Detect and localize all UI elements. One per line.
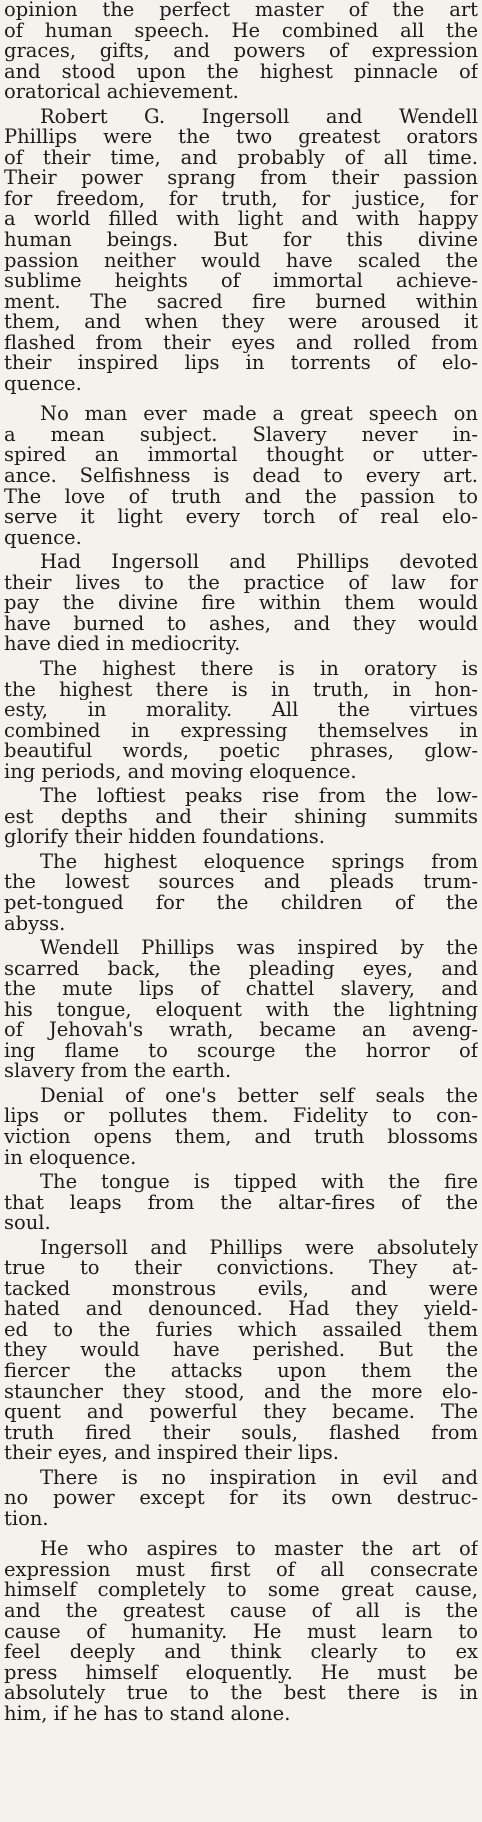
text-line: viction opens them, and truth blossoms (4, 1126, 478, 1148)
text-line: flashed from their eyes and rolled from (4, 332, 478, 354)
text-line: their eyes, and inspired their lips. (4, 1443, 339, 1464)
text-line: slavery from the earth. (4, 1061, 232, 1082)
text-line: Wendell Phillips was inspired by the (40, 938, 478, 959)
text-line: cause of humanity. He must learn to (4, 1621, 478, 1643)
text-line: soul. (4, 1213, 51, 1234)
article-column (2, 0, 480, 1822)
text-line: The tongue is tipped with the fire (40, 1172, 478, 1193)
text-line: The highest eloquence springs from (40, 851, 478, 873)
article-paragraph (4, 938, 478, 1082)
text-line: The highest there is in oratory is (40, 658, 478, 680)
text-line: ment. The sacred fire burned within (4, 291, 478, 313)
text-line: the lowest sources and pleads trum- (4, 872, 478, 893)
text-line: have died in mediocrity. (4, 634, 241, 655)
text-line: for freedom, for truth, for justice, for (4, 188, 478, 210)
article-paragraph (4, 0, 478, 103)
text-line: absolutely true to the best there is in (4, 1683, 478, 1704)
text-line: tacked monstrous evils, and were (4, 1278, 478, 1300)
text-line: est depths and their shining summits (4, 806, 478, 828)
text-line: pay the divine fire within them would (4, 593, 478, 614)
text-line: beautiful words, poetic phrases, glow- (4, 741, 478, 762)
text-line: expression must first of all consecrate (4, 1559, 478, 1581)
text-line: and the greatest cause of all is the (4, 1601, 478, 1622)
text-line: spired an immortal thought or utter- (4, 445, 478, 467)
article-paragraph (4, 404, 478, 548)
text-line: sublime heights of immortal achieve- (4, 271, 478, 292)
text-line: they would have perished. But the (4, 1340, 478, 1361)
text-line: The love of truth and the passion to (4, 486, 478, 508)
text-line: true to their convictions. They at- (4, 1258, 478, 1279)
text-line: of human speech. He combined all the (4, 20, 478, 42)
text-line: their lives to the practice of law for (4, 572, 478, 594)
text-line: quence. (4, 527, 82, 549)
text-line: ing periods, and moving eloquence. (4, 761, 357, 783)
text-line: opinion the perfect master of the art (4, 0, 478, 21)
text-line: that leaps from the altar-fires of the (4, 1192, 478, 1214)
article-paragraph (4, 107, 478, 395)
text-line: The loftiest peaks rise from the low- (40, 786, 478, 807)
text-line: the highest there is in truth, in hon- (4, 679, 478, 701)
text-line: truth fired their souls, flashed from (4, 1422, 478, 1444)
text-line: oratorical achievement. (4, 82, 239, 103)
text-line: no power except for its own destruc- (4, 1488, 478, 1509)
text-line: esty, in morality. All the virtues (4, 700, 478, 721)
text-line: Robert G. Ingersoll and Wendell (40, 106, 478, 128)
article-paragraph (4, 1172, 478, 1234)
text-line: lips or pollutes them. Fidelity to con- (4, 1106, 478, 1127)
article-paragraph (4, 1468, 478, 1530)
text-line: quence. (4, 373, 82, 395)
text-line: serve it light every torch of real elo- (4, 507, 478, 528)
article-paragraph (4, 786, 478, 848)
text-line: feel deeply and think clearly to ex (4, 1642, 478, 1663)
text-line: human beings. But for this divine (4, 230, 478, 251)
text-line: scarred back, the pleading eyes, and (4, 958, 478, 980)
text-line: glorify their hidden foundations. (4, 827, 325, 848)
text-line: him, if he has to stand alone. (4, 1703, 291, 1725)
text-line: them, and when they were aroused it (4, 312, 478, 333)
text-line: ing flame to scourge the horror of (4, 1040, 478, 1062)
text-line: graces, gifts, and powers of expression (4, 41, 478, 62)
text-line: himself completely to some great cause, (4, 1580, 478, 1602)
text-line: and stood upon the highest pinnacle of (4, 61, 478, 83)
text-line: of Jehovah's wrath, became an aveng- (4, 1020, 478, 1041)
text-line: ance. Selfishness is dead to every art. (4, 466, 478, 487)
text-line: fiercer the attacks upon them the (4, 1361, 478, 1382)
article-paragraph (4, 1086, 478, 1168)
text-line: of their time, and probably of all time. (4, 147, 478, 169)
text-line: quent and powerful they became. The (4, 1402, 478, 1423)
text-line: abyss. (4, 913, 66, 935)
text-line: the mute lips of chattel slavery, and (4, 979, 478, 1000)
text-line: There is no inspiration in evil and (40, 1467, 478, 1489)
text-line: hated and denounced. Had they yield- (4, 1299, 478, 1320)
text-line: stauncher they stood, and the more elo- (4, 1381, 478, 1403)
article-paragraph (4, 659, 478, 782)
text-line: in eloquence. (4, 1147, 137, 1169)
article-paragraph (4, 1238, 478, 1464)
article-paragraph (4, 552, 478, 655)
text-line: pet-tongued for the children of the (4, 892, 478, 914)
text-line: their inspired lips in torrents of elo- (4, 353, 478, 374)
text-line: press himself eloquently. He must be (4, 1662, 478, 1684)
text-line: his tongue, eloquent with the lightning (4, 999, 478, 1021)
text-line: Ingersoll and Phillips were absolutely (40, 1237, 478, 1259)
text-line: have burned to ashes, and they would (4, 613, 478, 635)
article-paragraph (4, 852, 478, 934)
text-line: Denial of one's better self seals the (40, 1085, 478, 1107)
text-line: Had Ingersoll and Phillips devoted (40, 552, 478, 573)
text-line: combined in expressing themselves in (4, 720, 478, 742)
text-line: He who aspires to master the art of (40, 1539, 478, 1560)
article-paragraph (4, 1539, 478, 1724)
text-line: a world filled with light and with happy (4, 209, 478, 231)
text-line: tion. (4, 1508, 49, 1530)
text-line: Phillips were the two greatest orators (4, 127, 478, 148)
text-line: No man ever made a great speech on (40, 404, 478, 425)
text-line: a mean subject. Slavery never in- (4, 424, 478, 446)
text-line: ed to the furies which assailed them (4, 1319, 478, 1341)
text-line: passion neither would have scaled the (4, 250, 478, 272)
text-line: Their power sprang from their passion (4, 168, 478, 189)
